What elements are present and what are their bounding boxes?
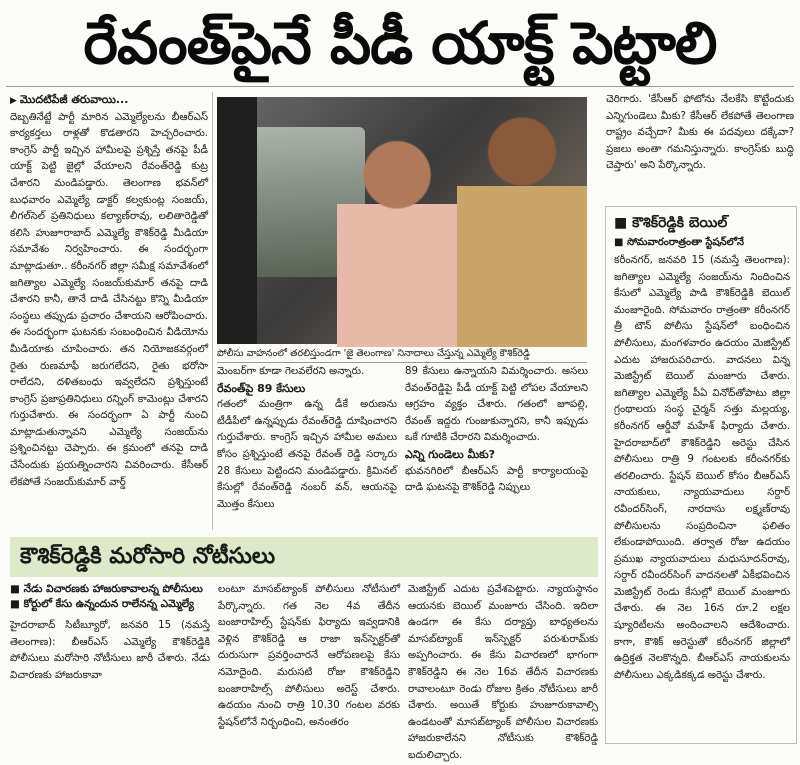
sidebox-title: ■ కౌశిక్‌రెడ్డికి బెయిల్‌ [614, 215, 728, 231]
banner-column-2-body: లంటూ మాసబ్‌ట్యాంక్‌ పోలీసులు నోటీసులో పేర్కొన్నారు. గత నెల 4వ తేదీన బంజారాహిల్స్‌ స్టేషన్‌కు ఫిర్యాదు ఇవ్వడానికి వెళ్లిన కౌశిక్‌రెడ్డి ఆ రాజా ఇన్‌స్పెక్టర్‌తో దురుసుగా ప్రవర్తించారనే ఆరోపణలపై కేసు నమోదైంది. మరుసటి రోజు కౌశిక్‌రెడ్డిని బంజారాహిల్స్‌ పోలీసులు అరెస్ట్‌ చేశారు. ఉదయం నుంచి రాత్రి 10.30 గంటల వరకు స్టేషన్‌లోనే నిర్బంధించి, అనంతరం [218, 584, 400, 728]
sidebox-text: కరీంనగర్‌, జనవరి 15 (నమస్తే తెలంగాణ): జగిత్యాల ఎమ్మెల్యే సంజయ్‌ను నిందించిన కేసులో ఎమ్మెల్యే పాడి కౌశిక్‌రెడ్డికి బెయిల్‌ మంజూరైంది. సోమవారం రాత్రంతా కరీంనగర్‌ త్రీ టౌన్‌ పోలీసు స్టేషన్‌లో బంధించిన పోలీసులు, మంగళవారం ఉదయం మెజిస్ట్రేట్‌ ఎదుట హాజరుపరిచారు. వాదనలు విన్న మెజిస్ట్రేట్‌ బెయిల్‌ మంజూరు చేశారు. జగిత్యాల ఎమ్మెల్యే పీఏ వినోద్‌తోపాటు జిల్లా గ్రంథాలయ సంస్థ చైర్మన్‌ సత్తు మల్లయ్య, కరీంనగర్‌ ఆర్డీవో మహేశ్‌ ఫిర్యాదు చేశారు. హైదరాబాద్‌లో కౌశిక్‌రెడ్డిని అరెస్టు చేసిన పోలీసులు రాత్రి 9 గంటలకు కరీంనగర్‌కు తరలించారు. స్టేషన్‌ బెయిల్‌ కోసం బీఆర్‌ఎస్‌ నాయకులు, న్యాయవాదులు సర్దార్‌ రవీందర్‌సింగ్‌, నారదాసు లక్ష్మణ్‌రావు పోలీసులను సంప్రదించినా ఫలితం లేకుండాపోయింది. తర్వాత రోజు ఉదయం ప్రముఖ న్యాయవాదులు మధుసూదన్‌రావు, సర్దార్‌ రవీందర్‌సింగ్‌ వాదనలతో ఏకీభవించిన మెజిస్ట్రేట్‌ రెండు కేసుల్లో బెయిల్‌ మంజూరు చేశారు. ఈ నెల 16న రూ.2 లక్షల ష్యూరిటీలను అందించాలని ఆదేశించారు. కాగా, కౌశిక్‌ అరెస్టుతో కరీంనగర్‌ జిల్లాలో ఉద్రిక్తత నెలకొన్నది. బీఆర్‌ఎస్‌ నాయకులను పోలీసులు ఎక్కడికక్కడ అరెస్టు చేశారు. [614, 255, 790, 681]
kicker: ▶ మొదటిపేజీ తరువాయి... [10, 93, 129, 106]
column-divider [212, 92, 213, 530]
column-2-body: గతంలో మంత్రిగా ఉన్న డీకే అరుణను టీడీపీలో ఉన్నప్పుడు రేవంత్‌రెడ్డి దూషించారని గుర్తుచేశారు. కాంగ్రెస్‌ ఇచ్చిన హామీల అమలు కోసం ప్రశ్నిస్తుంటే తనపై రేవంత్‌ రెడ్డి సర్కారు 28 కేసులు పెట్టిందని మండిపడ్డారు. క్రిమినల్‌ కేసుల్లో రేవంత్‌రెడ్డి నంబర్‌ వన్‌, ఆయనపై మొత్తం కేసులు [217, 399, 397, 510]
sidebox-body [614, 253, 790, 737]
square-icon: ■ [614, 215, 628, 231]
square-icon: ■ [614, 237, 624, 248]
banner-column-1 [10, 582, 210, 742]
column-2-lead: మెంబర్‌గా కూడా గెలవలేరని అన్నారు. [217, 366, 365, 377]
car-seat [217, 97, 257, 344]
column-3-body-2: భువనగిరిలో బీఆర్‌ఎస్‌ పార్టీ కార్యాలయంపై దాడి ఘటనపై కౌశిక్‌రెడ్డి నిప్పులు [405, 465, 588, 494]
notice-banner [10, 537, 598, 577]
headline: రేవంత్‌పైనే పీడీ యాక్ట్‌ పెట్టాలి [83, 9, 717, 77]
news-photo [217, 97, 587, 344]
photo-mla-figure [337, 137, 457, 347]
banner-column-2 [218, 582, 400, 742]
subhead-89-cases: రేవంత్‌పై 89 కేసులు [217, 381, 306, 395]
banner-column-3-body: మెజిస్ట్రేట్‌ ఎదుట ప్రవేశపెట్టారు. న్యాయస్థానం ఆయనకు బెయిల్‌ మంజూరు చేసింది. ఇదిలా ఉండగా ఈ కేసు దర్యాప్తు బాధ్యతలను మాసబ్‌ట్యాంక్‌ ఇన్‌స్పెక్టర్‌ పరుశురామ్‌కు అప్పగించారు. ఈ కేసు విచారణలో భాగంగా కౌశిక్‌రెడ్డిని ఈ నెల 16వ తేదీన విచారణకు రావాలంటూ రెండు రోజుల క్రితం నోటీసులు జారీ చేశారు. అయితే కోర్టుకు హుజూరుకావాల్సి ఉండటంతో మాసబ్‌ట్యాంక్‌ పోలీసుల విచారణకు హాజరుకాలేనని నోటీసుకు కౌశిక్‌రెడ్డి బదులిచ్చారు. [408, 584, 598, 761]
sidebox-subtitle: ■ సోమవారంరాత్రంతా స్టేషన్‌లోనే [614, 237, 744, 248]
column-1 [10, 92, 208, 530]
column-2 [217, 364, 397, 530]
column-4-body: చెరిగారు. 'కేసీఆర్‌ ఫోటోను నేలకేసి కొట్టేందుకు ఎన్నిగుండెలు మీకు? కేసీఆర్‌ లేకపోతే తెలంగాణ రాష్ట్రం వచ్చేదా? మీకు ఈ పదవులు దక్కేవా? ప్రజలు అంతా గమనిస్తున్నారు. కాంగ్రెస్‌కు బుద్ధి చెప్తారు' అని పేర్కొన్నారు. [606, 94, 794, 172]
subhead-how-many-hearts: ఎన్ని గుండెలు మీకు? [405, 447, 496, 461]
banner-column-3 [408, 582, 598, 761]
headline-rule [6, 86, 794, 87]
column-1-body: దెబ్బతినేట్టే పార్టీ మారిన ఎమ్మెల్యేలను బీఆర్‌ఎస్‌ కార్యకర్తలు రాళ్లతో కొడతారని హెచ్చరించారు. కాంగ్రెస్‌ పార్టీ ఇచ్చిన హామీలపై ప్రశ్నిస్తే తనపై పీడీ యాక్ట్‌ పెట్టి జైల్లో వేయాలని రేవంత్‌రెడ్డి కుట్ర చేశారని మండిపడ్డారు. తెలంగాణ భవన్‌లో బుధవారం ఎమ్మెల్యే డాక్టర్‌ కల్వకుంట్ల సంజయ్‌, లీగల్‌సెల్‌ ప్రతినిధులు కల్యాణ్‌రావు, లలితారెడ్డితో కలిసి హుజూరాబాద్‌ ఎమ్మెల్యే కౌశిక్‌రెడ్డి మీడియా సమావేశం నిర్వహించారు. ఈ సందర్భంగా మాట్లాడుతూ.. కరీంనగర్‌ జిల్లా సమీక్ష సమావేశంలో జగిత్యాల ఎమ్మెల్యే సంజయ్‌కుమార్‌ తనపై దాడి చేశారని కానీ, తానే దాడి చేసినట్టు కొన్ని మీడియా సంస్థలు తప్పుడు ప్రచారం చేశాయని ఆరోపించారు. ఈ సందర్భంగా ఘటనకు సంబంధించిన వీడియోను మీడియాకు చూపించారు. తన నియోజకవర్గంలో రైతు రుణమాఫీ జరుగలేదని, రైతు భరోసా రాలేదని, దళితబంధు ఇవ్వలేదని ప్రశ్నిస్తుంటే కాంగ్రెస్‌ ప్రజాప్రతినిధులు రన్నింగ్‌ కామెంట్లు చేశారని గుర్తుచేశారు. ఈ సందర్భంగా ఏ పార్టీ నుంచి మాట్లాడుతున్నావని ఎమ్మెల్యే సంజయ్‌ను ప్రశ్నించినట్టు చెప్పారు. ఈ క్రమంలో తనపై దాడి చేసేందుకు ప్రయత్నించారని వివరించారు. కేసీఆర్‌ లేకపోతే సంజయ్‌కుమార్‌ వార్డ్‌ [10, 111, 208, 488]
photo-caption: పోలీసు వాహనంలో తరలిస్తుండగా 'జై తెలంగాణ' నినాదాలు చేస్తున్న ఎమ్మెల్యే కౌశిక్‌రెడ్డి [217, 346, 587, 363]
photo-police-figure [457, 117, 587, 347]
bail-sidebox [605, 206, 797, 744]
triangle-icon: ▶ [10, 96, 17, 106]
column-3-body-1: 89 కేసులు ఉన్నాయని విమర్శించారు. అసలు రేవంత్‌రెడ్డిపై పీడీ యాక్ట్‌ పెట్టి లోపల వేయాలని ఆగ్రహం వ్యక్తం చేశారు. గతంలో జూపల్లి, రేవంత్‌ ఇద్దరు గుంజుకున్నారని, కానీ ఇప్పుడు ఒకే గూటికి చేరారని విమర్శించారు. [405, 366, 588, 444]
bullet-1: ■ నేడు విచారణకు హాజరుకావాలన్న పోలీసులు [10, 583, 203, 595]
banner-column-1-body: హైదరాబాద్‌ సిటీబ్యూరో, జనవరి 15 (నమస్తే తెలంగాణ): బీఆర్‌ఎస్‌ ఎమ్మెల్యే కౌశిక్‌రెడ్డికి పోలీసులు మరోసారి నోటీసులు జారీ చేశారు. నేడు విచారణకు హాజరుకావా [10, 620, 210, 681]
banner-title: కౌశిక్‌రెడ్డికి మరోసారి నోటీసులు [20, 544, 276, 569]
column-3 [405, 364, 588, 530]
bullet-2: ■ కోర్టులో కేసు ఉన్నందున రాలేనన్న ఎమ్మెల్యే [10, 598, 194, 610]
column-4 [606, 92, 794, 200]
